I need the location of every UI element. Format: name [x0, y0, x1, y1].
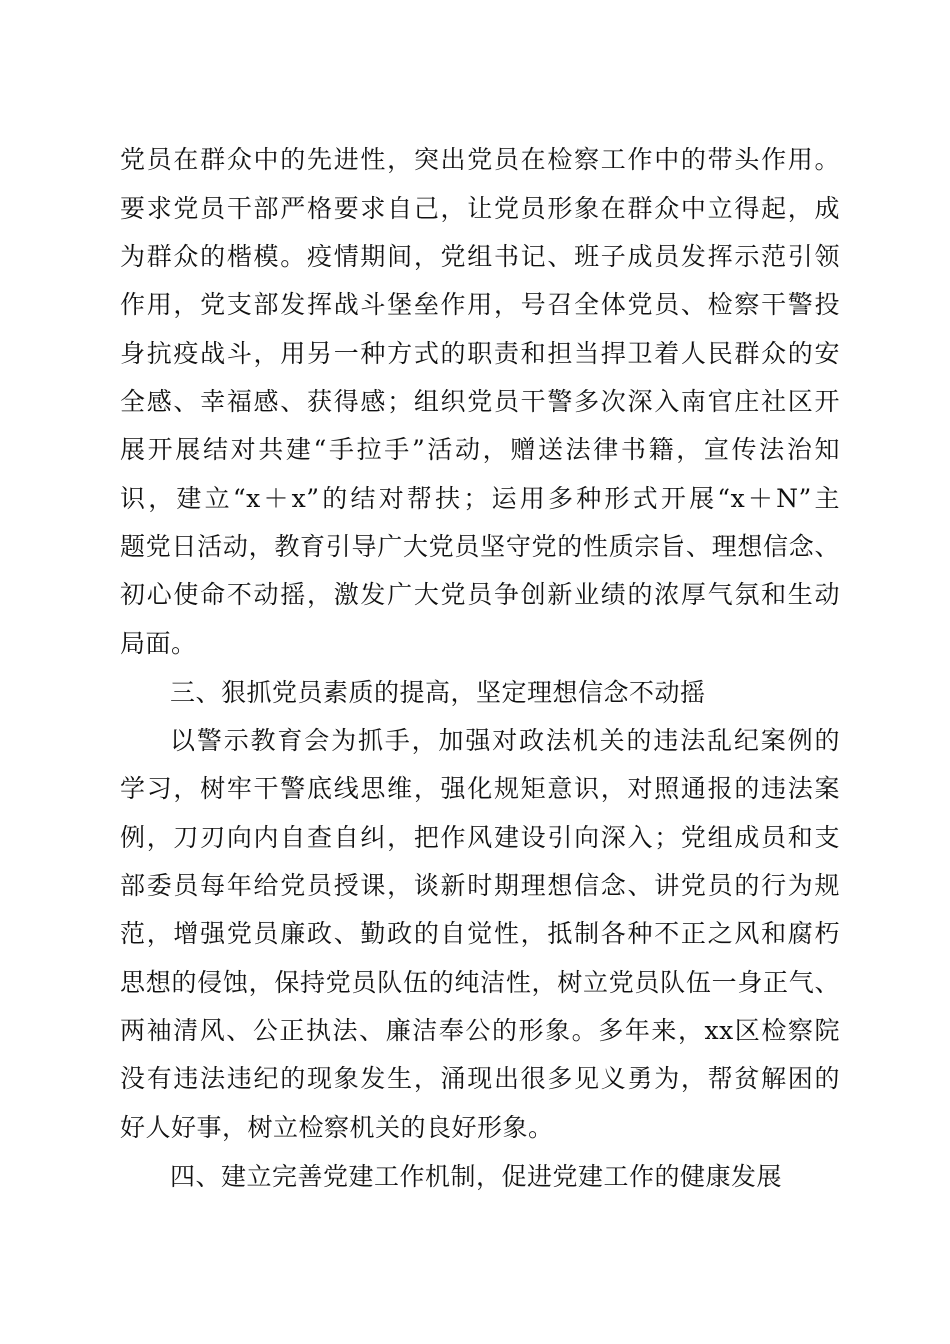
- paragraph-2-line-8: 没有违法违纪的现象发生，涌现出很多见义勇为，帮贫解困的: [120, 1064, 840, 1093]
- paragraph-1-line-1: 党员在群众中的先进性，突出党员在检察工作中的带头作用。: [120, 145, 840, 174]
- paragraph-1-line-11: 局面。: [120, 629, 197, 658]
- paragraph-1-line-6: 全感、幸福感、获得感；组织党员干警多次深入南官庄社区开: [120, 387, 840, 416]
- paragraph-1-line-5: 身抗疫战斗，用另一种方式的职责和担当捍卫着人民群众的安: [120, 339, 840, 368]
- paragraph-1-line-2: 要求党员干部严格要求自己，让党员形象在群众中立得起，成: [120, 194, 840, 223]
- paragraph-1-line-9: 题党日活动，教育引导广大党员坚守党的性质宗旨、理想信念、: [120, 532, 840, 561]
- paragraph-1-line-3: 为群众的楷模。疫情期间，党组书记、班子成员发挥示范引领: [120, 242, 840, 271]
- section-heading-3: 三、狠抓党员素质的提高，坚定理想信念不动摇: [170, 678, 706, 707]
- paragraph-1-line-4: 作用，党支部发挥战斗堡垒作用，号召全体党员、检察干警投: [120, 290, 840, 319]
- paragraph-2-line-1: 以警示教育会为抓手，加强对政法机关的违法乱纪案例的: [170, 726, 840, 755]
- paragraph-1-line-8: 识，建立“x＋x”的结对帮扶；运用多种形式开展“x＋N”主: [120, 484, 840, 513]
- paragraph-1-line-7: 展开展结对共建“手拉手”活动，赠送法律书籍，宣传法治知: [120, 435, 840, 464]
- paragraph-2-line-9: 好人好事，树立检察机关的良好形象。: [120, 1113, 554, 1142]
- paragraph-2-line-6: 思想的侵蚀，保持党员队伍的纯洁性，树立党员队伍一身正气、: [120, 968, 840, 997]
- paragraph-2-line-3: 例，刀刃向内自查自纠，把作风建设引向深入；党组成员和支: [120, 823, 840, 852]
- section-heading-4: 四、建立完善党建工作机制，促进党建工作的健康发展: [170, 1162, 783, 1191]
- paragraph-2-line-5: 范，增强党员廉政、勤政的自觉性，抵制各种不正之风和腐朽: [120, 919, 840, 948]
- paragraph-2-line-2: 学习，树牢干警底线思维，强化规矩意识，对照通报的违法案: [120, 774, 840, 803]
- paragraph-2-line-4: 部委员每年给党员授课，谈新时期理想信念、讲党员的行为规: [120, 871, 840, 900]
- paragraph-1-line-10: 初心使命不动摇，激发广大党员争创新业绩的浓厚气氛和生动: [120, 580, 840, 609]
- paragraph-2-line-7: 两袖清风、公正执法、廉洁奉公的形象。多年来，xx区检察院: [120, 1016, 840, 1045]
